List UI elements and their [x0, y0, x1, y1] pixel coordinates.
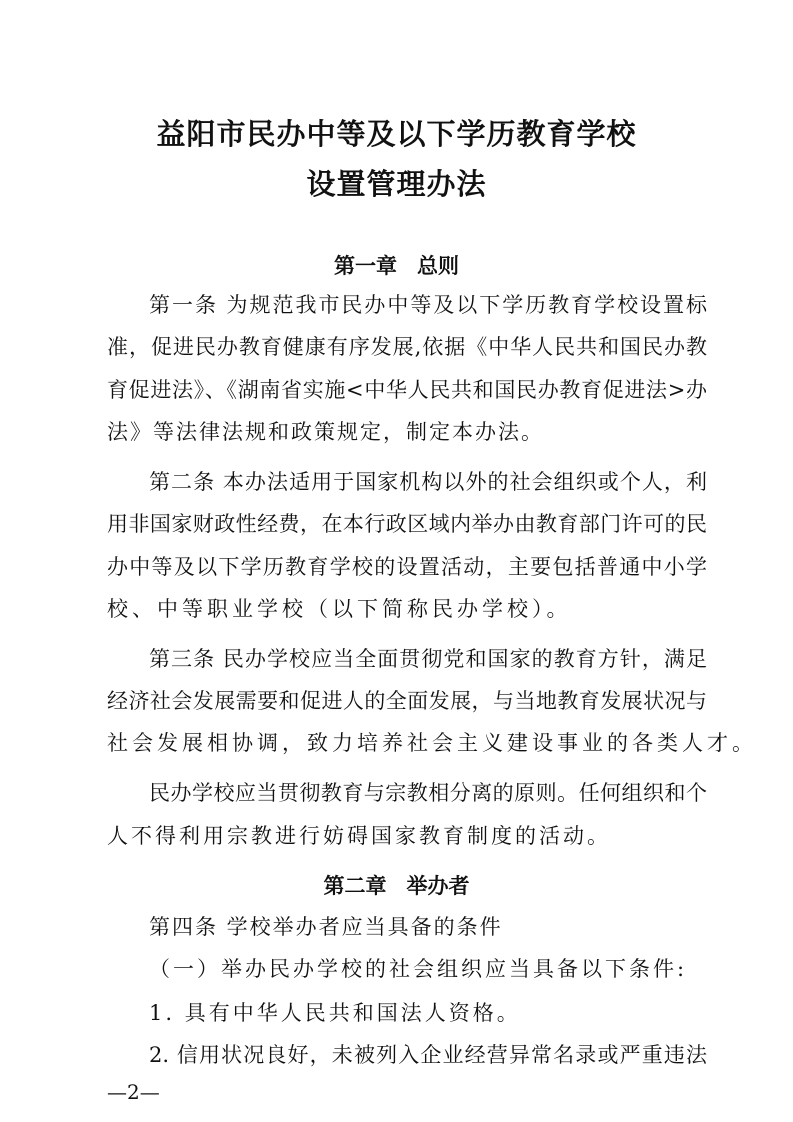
article-2-line: 用非国家财政性经费，在本行政区域内举办由教育部门许可的民 [107, 512, 707, 536]
chapter-number: 第二章 [323, 874, 387, 898]
article-2-line: 校、中等职业学校（以下简称民办学校）。 [107, 597, 572, 621]
document-title-line-2: 设置管理办法 [306, 167, 487, 201]
article-2-line: 第二条 本办法适用于国家机构以外的社会组织或个人，利 [149, 470, 707, 494]
article-3-paragraph-2-line: 民办学校应当贯彻教育与宗教相分离的原则。任何组织和个 [149, 781, 707, 805]
chapter-name: 举办者 [406, 874, 470, 898]
document-title-line-1: 益阳市民办中等及以下学历教育学校 [156, 117, 637, 151]
article-3-line: 第三条 民办学校应当全面贯彻党和国家的教育方针，满足 [149, 647, 707, 671]
page-number: —2— [107, 1080, 160, 1104]
article-4-item: 1. 具有中华人民共和国法人资格。 [149, 1001, 521, 1025]
article-4-item: 2. 信用状况良好，未被列入企业经营异常名录或严重违法 [149, 1043, 707, 1067]
article-1-line: 第一条 为规范我市民办中等及以下学历教育学校设置标 [149, 293, 707, 317]
chapter-name: 总则 [417, 254, 459, 278]
article-4-line: 第四条 学校举办者应当具备的条件 [149, 915, 503, 939]
article-3-line: 经济社会发展需要和促进人的全面发展，与当地教育发展状况与 [107, 689, 707, 713]
chapter-1-heading [0, 250, 793, 280]
article-3-line: 社会发展相协调，致力培养社会主义建设事业的各类人才。 [107, 731, 757, 755]
article-1-line: 准，促进民办教育健康有序发展,依据《中华人民共和国民办教 [107, 335, 707, 359]
chapter-number: 第一章 [334, 254, 397, 278]
article-1-line: 法》等法律法规和政策规定，制定本办法。 [107, 420, 544, 444]
article-3-paragraph-2-line: 人不得利用宗教进行妨碍国家教育制度的活动。 [107, 824, 611, 848]
chapter-2-heading [0, 870, 793, 900]
article-1-line: 育促进法》、《湖南省实施<中华人民共和国民办教育促进法>办 [107, 378, 707, 402]
article-2-line: 办中等及以下学历教育学校的设置活动，主要包括普通中小学 [107, 555, 707, 579]
article-4-item: （一）举办民办学校的社会组织应当具备以下条件: [149, 957, 688, 981]
